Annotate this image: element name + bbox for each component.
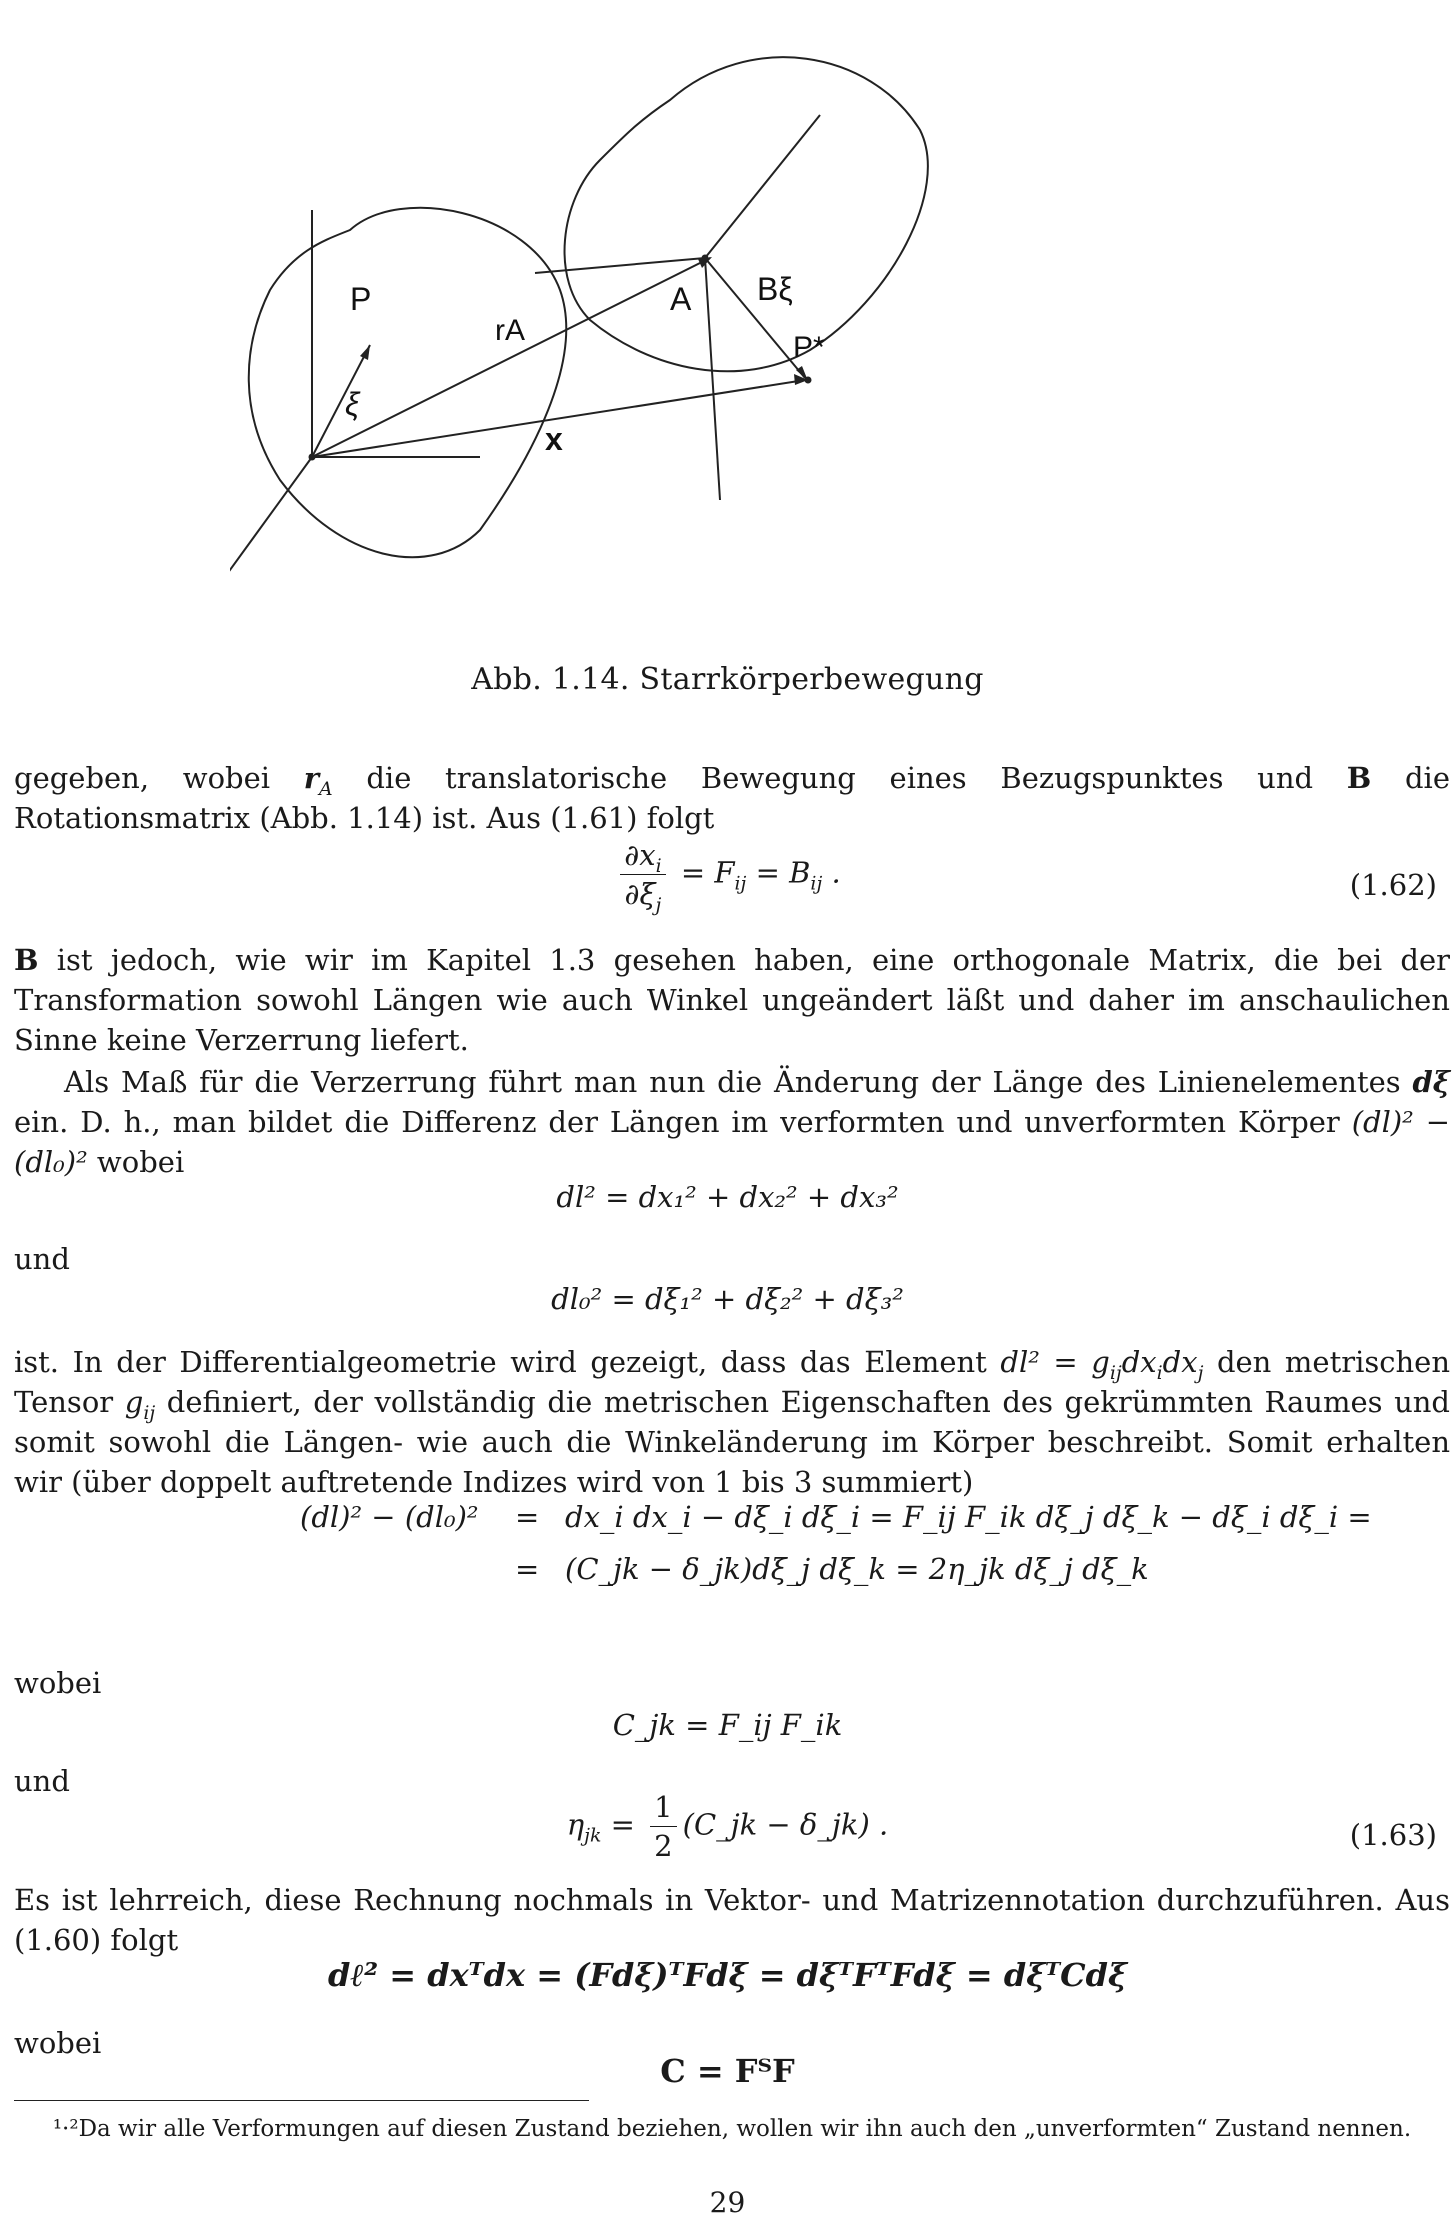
aligned-rhs1: dx_i dx_i − dξ_i dξ_i = F_ij F_ik dξ_j dξ_k − dξ_i dξ_i = (565, 1500, 1372, 1534)
p4-expr2-sub: i (1156, 1362, 1163, 1384)
p4-expr: dl² = g (1000, 1345, 1110, 1379)
p1-part-c: die Rotationsmatrix (Abb. 1.14) ist. Aus (1.61) folgt (14, 761, 1450, 835)
eq163-mid: = (601, 1807, 645, 1842)
aligned-eq1: = (515, 1500, 540, 1534)
p1-B: B (1346, 761, 1372, 795)
p3-part-b: ein. D. h., man bildet die Differenz der Längen im verformten und unverformten Körper (14, 1105, 1352, 1139)
eq162-sub2: ij (810, 873, 823, 895)
axis-diagonal (230, 457, 312, 625)
p1-part-a: gegeben, wobei (14, 761, 304, 795)
p1-rA-sub: A (319, 778, 333, 800)
equation-dl02: dl₀² = dξ₁² + dξ₂² + dξ₃² (551, 1282, 904, 1316)
eq163-frac-num: 1 (650, 1790, 676, 1827)
p4-part-c: definiert, der vollständig die metrischen Eigenschaften des gekrümmten Raumes und somit sowohl die Längen- wie auch die Winkeländerung im Körper beschreibt. Somit erhalten wir (über doppelt auftretende Indizes wird von 1 bis 3 summiert) (14, 1385, 1450, 1499)
right-body-outline (565, 57, 928, 371)
p2-text: ist jedoch, wie wir im Kapitel 1.3 gesehen haben, eine orthogonale Matrix, die bei der Transformation sowohl Längen wie auch Winkel ungeändert läßt und daher im anschaulichen Sinne keine Verzerrung liefert. (14, 943, 1450, 1057)
point-origin (309, 454, 316, 461)
aligned-lhs: (dl)² − (dl₀)² (300, 1500, 479, 1534)
eq162-num: ∂x (624, 838, 656, 872)
equation-1-63 (0, 1790, 1455, 1863)
paragraph-3 (14, 1062, 1450, 1182)
p4-g-sub: ij (143, 1402, 156, 1424)
eq163-fraction (650, 1790, 676, 1863)
figure-caption: Abb. 1.14. Starrkörperbewegung (471, 662, 984, 697)
word-wobei-2: wobei (14, 1666, 102, 1700)
p3-part-a: Als Maß für die Verzerrung führt man nun die Änderung der Länge des Linienelementes (64, 1065, 1413, 1099)
frame-A-diagonal (705, 115, 820, 258)
label-xi: ξ (345, 386, 360, 422)
equation-label-1-63: (1.63) (1349, 1818, 1437, 1852)
eq163-frac-den: 2 (654, 1829, 673, 1863)
p3-part-c: wobei (87, 1145, 185, 1179)
p3-expr: (dl)² − (dl₀)² (14, 1105, 1450, 1179)
eq162-rhs1: = F (671, 855, 735, 890)
word-wobei-3: wobei (14, 2026, 102, 2060)
word-und-1: und (14, 1242, 70, 1276)
page-number: 29 (709, 2186, 746, 2219)
paragraph-4 (14, 1342, 1450, 1502)
eq162-fraction (620, 838, 665, 916)
figure-rigid-body-motion (230, 40, 1250, 660)
equation-vector-form: dℓ² = dxᵀdx = (Fdξ)ᵀFdξ = dξᵀFᵀFdξ = dξᵀCdξ (328, 1956, 1127, 1994)
paragraph-2 (14, 940, 1450, 1060)
label-Bxi: Bξ (757, 271, 793, 307)
paragraph-5: Es ist lehrreich, diese Rechnung nochmals in Vektor- und Matrizennotation durchzuführen. Aus (1.60) folgt (14, 1883, 1450, 1957)
frame-A-vertical (705, 258, 720, 500)
p1-part-b: die translatorische Bewegung eines Bezugspunktes und (332, 761, 1347, 795)
point-Pstar (805, 377, 812, 384)
equation-dl2: dl² = dx₁² + dx₂² + dx₃² (556, 1180, 899, 1214)
aligned-rhs2: (C_jk − δ_jk)dξ_j dξ_k = 2η_jk dξ_j dξ_k (565, 1552, 1149, 1586)
p3-dxi: dξ (1412, 1065, 1450, 1099)
left-body-outline (249, 208, 566, 557)
eq162-sub1: ij (734, 873, 747, 895)
eq162-den-sub: j (655, 894, 662, 916)
eq163-lhs: η (566, 1807, 585, 1842)
footnote: ¹·²Da wir alle Verformungen auf diesen Zustand beziehen, wollen wir ihn auch den „unverformten“ Zustand nennen. (52, 2116, 1412, 2142)
equation-label-1-62: (1.62) (1349, 868, 1437, 902)
eq162-den: ∂ξ (624, 877, 656, 911)
p4-expr-sub: ij (1109, 1362, 1122, 1384)
p4-expr3: dx (1162, 1345, 1198, 1379)
p4-expr2: dx (1121, 1345, 1157, 1379)
paragraph-1 (14, 758, 1450, 838)
xi-arrowhead (360, 345, 370, 360)
label-Pstar: P* (793, 331, 825, 364)
equation-Cjk: C_jk = F_ij F_ik (612, 1708, 843, 1742)
p4-expr3-sub: j (1197, 1362, 1204, 1384)
equation-1-62 (0, 838, 1455, 916)
equation-C-FTF: C = FᵀF (660, 2052, 795, 2090)
label-A: A (670, 281, 692, 317)
p1-rA: r (303, 761, 320, 795)
xi-vector (312, 345, 370, 457)
eq163-rhs: (C_jk − δ_jk) . (682, 1807, 889, 1842)
word-und-2: und (14, 1764, 70, 1798)
p4-part-b: den metrischen Tensor (14, 1345, 1451, 1419)
figure-svg (230, 40, 1250, 660)
eq162-num-sub: i (655, 855, 662, 877)
label-P: P (350, 281, 372, 317)
label-x: x (545, 421, 563, 457)
p2-B: B (14, 943, 39, 977)
point-A (702, 255, 709, 262)
eq162-rhs2: = B (746, 855, 811, 890)
rA-vector (312, 258, 710, 457)
eq162-end: . (822, 855, 841, 890)
footnote-rule (14, 2100, 589, 2101)
p4-part-a: ist. In der Differentialgeometrie wird gezeigt, dass das Element (14, 1345, 1001, 1379)
eq163-lhs-sub: jk (584, 1825, 602, 1847)
aligned-eq2: = (515, 1552, 540, 1586)
frame-A-horizontal (535, 258, 705, 273)
label-rA: rA (495, 314, 525, 347)
p4-g: g (124, 1385, 144, 1419)
